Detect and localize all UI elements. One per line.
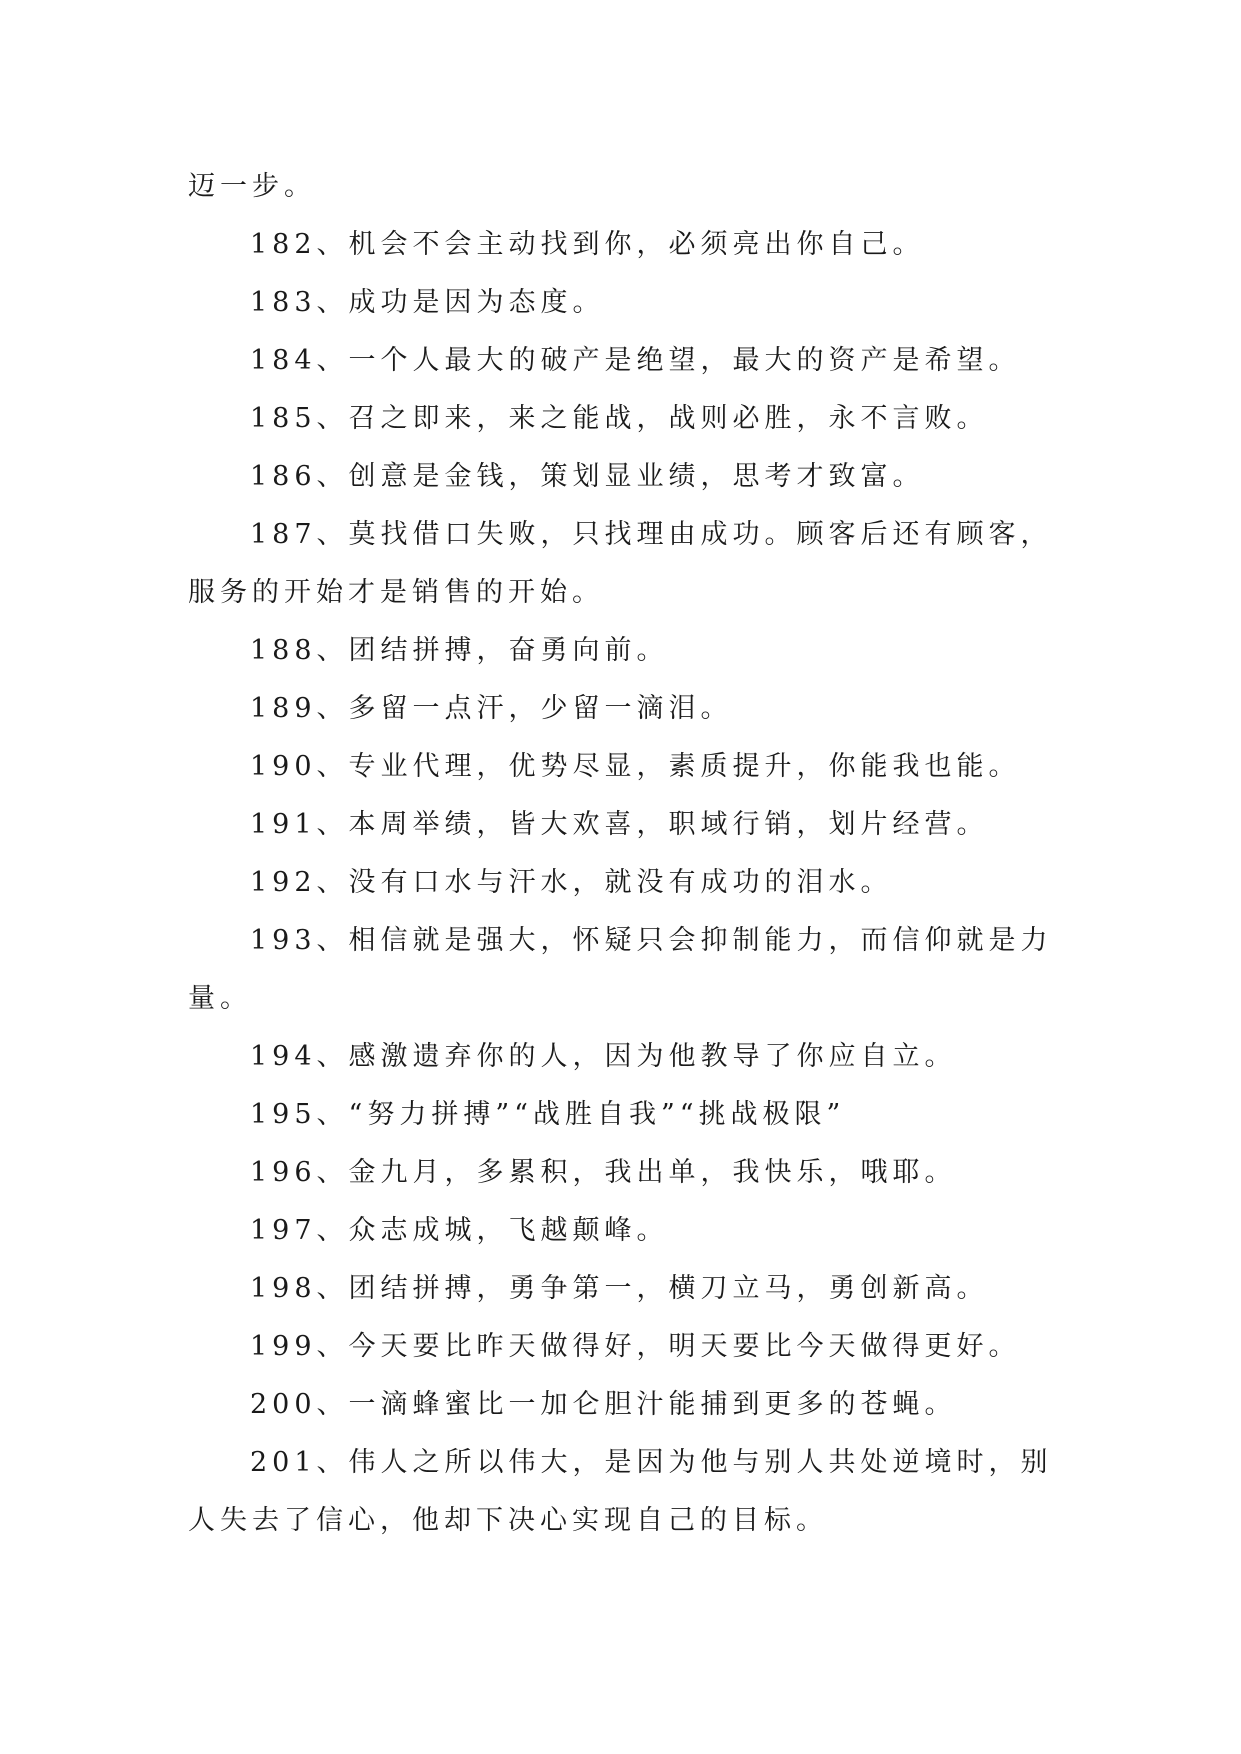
paragraph-182: 182、机会不会主动找到你，必须亮出你自己。	[250, 229, 925, 260]
paragraph-201: 201、伟人之所以伟大，是因为他与别人共处逆境时，别人失去了信心，他却下决心实现自己的目标。	[188, 1447, 1053, 1536]
paragraph-200: 200、一滴蜂蜜比一加仑胆汁能捕到更多的苍蝇。	[250, 1389, 957, 1420]
paragraph-196: 196、金九月，多累积，我出单，我快乐，哦耶。	[250, 1157, 957, 1188]
paragraph-198: 198、团结拼搏，勇争第一，横刀立马，勇创新高。	[250, 1273, 989, 1304]
paragraph-195: 195、“努力拼搏”“战胜自我”“挑战极限”	[250, 1099, 846, 1130]
paragraph-194: 194、感激遗弃你的人，因为他教导了你应自立。	[250, 1041, 957, 1072]
paragraph-185: 185、召之即来，来之能战，战则必胜，永不言败。	[250, 403, 989, 434]
paragraph-199: 199、今天要比昨天做得好，明天要比今天做得更好。	[250, 1331, 1021, 1362]
paragraph-197: 197、众志成城，飞越颠峰。	[250, 1215, 669, 1246]
paragraph-184: 184、一个人最大的破产是绝望，最大的资产是希望。	[250, 345, 1021, 376]
paragraph-188: 188、团结拼搏，奋勇向前。	[250, 635, 669, 666]
paragraph-186: 186、创意是金钱，策划显业绩，思考才致富。	[250, 461, 925, 492]
paragraph-192: 192、没有口水与汗水，就没有成功的泪水。	[250, 867, 893, 898]
paragraph-continuation: 迈一步。	[188, 171, 316, 202]
paragraph-193: 193、相信就是强大，怀疑只会抑制能力，而信仰就是力量。	[188, 925, 1053, 1014]
paragraph-191: 191、本周举绩，皆大欢喜，职域行销，划片经营。	[250, 809, 989, 840]
paragraph-190: 190、专业代理，优势尽显，素质提升，你能我也能。	[250, 751, 1021, 782]
document-body	[188, 158, 1068, 1550]
paragraph-189: 189、多留一点汗，少留一滴泪。	[250, 693, 733, 724]
paragraph-187: 187、莫找借口失败，只找理由成功。顾客后还有顾客，服务的开始才是销售的开始。	[188, 519, 1053, 608]
paragraph-183: 183、成功是因为态度。	[250, 287, 605, 318]
